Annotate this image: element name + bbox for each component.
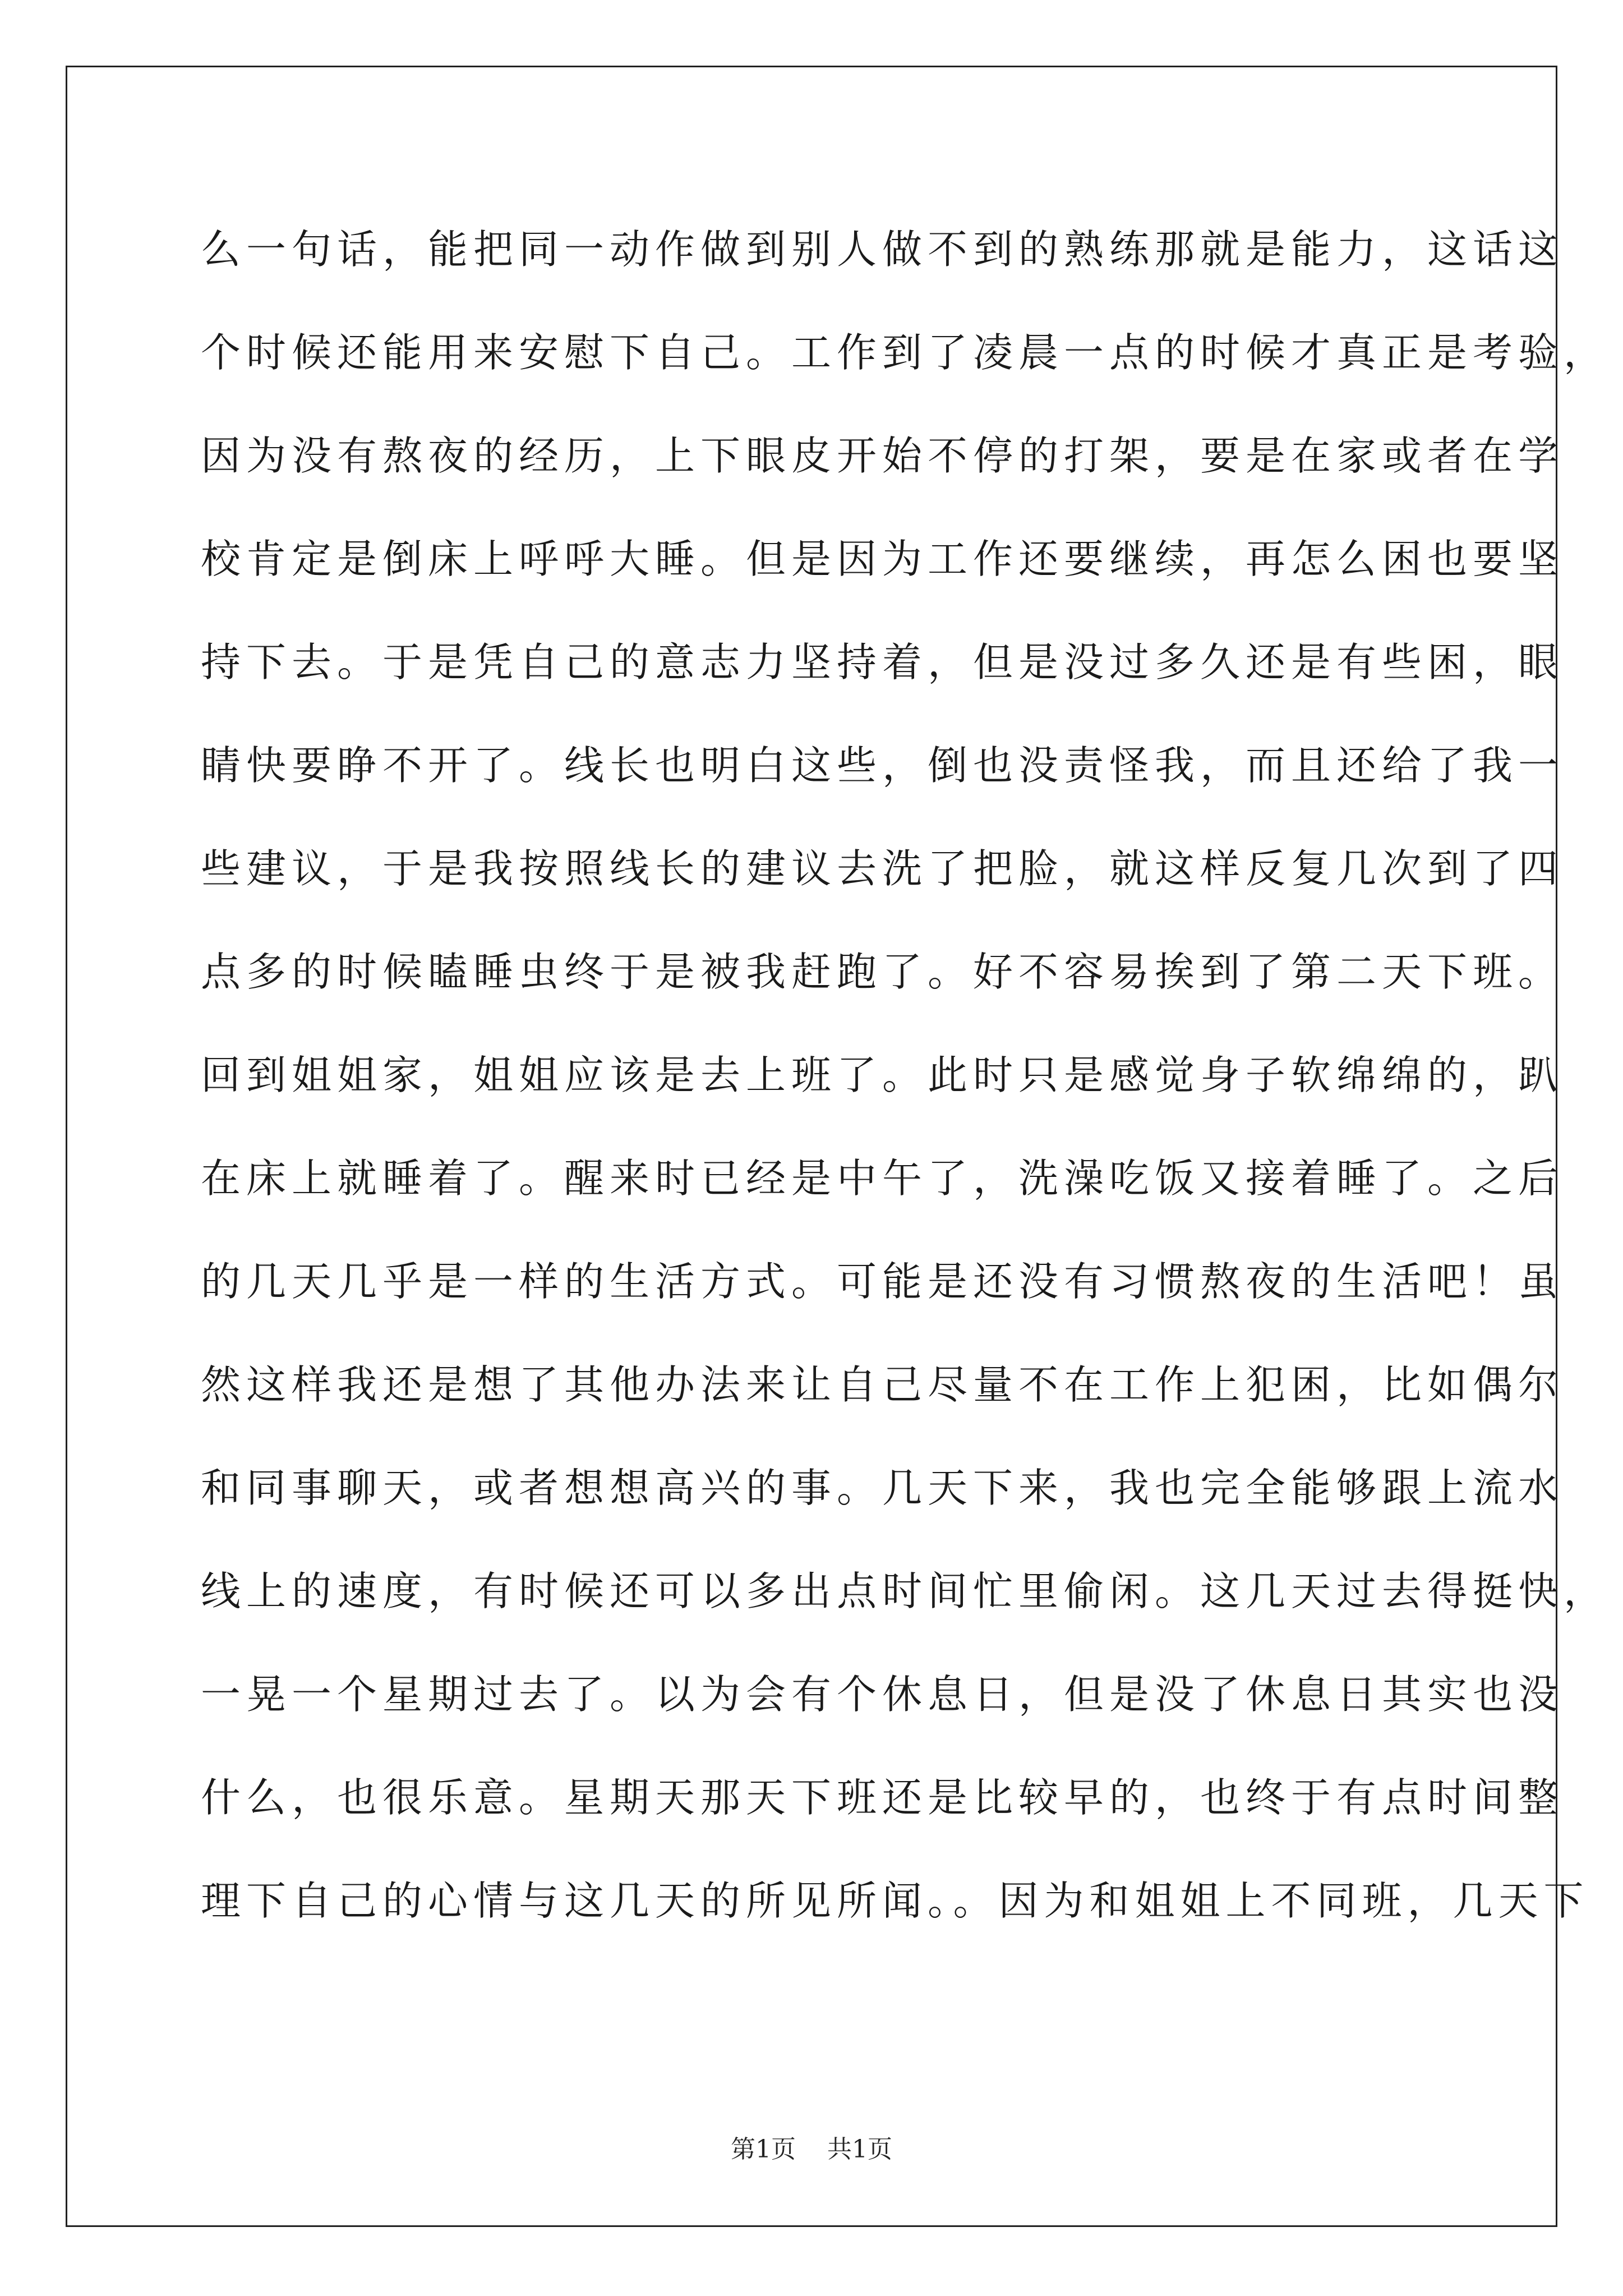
text-line: 和同事聊天，或者想想高兴的事。几天下来，我也完全能够跟上流水 — [201, 1465, 1564, 1511]
page-number: 第1页 — [731, 2135, 796, 2164]
text-line: 什么，也很乐意。星期天那天下班还是比较早的，也终于有点时间整 — [201, 1774, 1564, 1821]
text-line: 么一句话，能把同一动作做到别人做不到的熟练那就是能力，这话这 — [201, 226, 1564, 273]
text-line: 理下自己的心情与这几天的所见所闻。。因为和姐姐上不同班，几天下 — [201, 1878, 1589, 1924]
text-line: 个时候还能用来安慰下自己。工作到了凌晨一点的时候才真正是考验， — [201, 329, 1610, 376]
text-line: 的几天几乎是一样的生活方式。可能是还没有习惯熬夜的生活吧！虽 — [201, 1258, 1564, 1305]
text-line: 因为没有熬夜的经历，上下眼皮开始不停的打架，要是在家或者在学 — [201, 432, 1564, 479]
text-line: 在床上就睡着了。醒来时已经是中午了，洗澡吃饭又接着睡了。之后 — [201, 1155, 1564, 1202]
text-line: 点多的时候瞌睡虫终于是被我赶跑了。好不容易挨到了第二天下班。 — [201, 949, 1564, 995]
text-line: 然这样我还是想了其他办法来让自己尽量不在工作上犯困，比如偶尔 — [201, 1361, 1564, 1408]
text-line: 校肯定是倒床上呼呼大睡。但是因为工作还要继续，再怎么困也要坚 — [201, 536, 1564, 582]
page-total: 共1页 — [827, 2135, 892, 2164]
text-line: 一晃一个星期过去了。以为会有个休息日，但是没了休息日其实也没 — [201, 1671, 1564, 1718]
text-line: 持下去。于是凭自己的意志力坚持着，但是没过多久还是有些困，眼 — [201, 639, 1564, 685]
body-text — [201, 213, 1610, 1968]
text-line: 线上的速度，有时候还可以多出点时间忙里偷闲。这几天过去得挺快， — [201, 1568, 1610, 1614]
text-line: 回到姐姐家，姐姐应该是去上班了。此时只是感觉身子软绵绵的，趴 — [201, 1052, 1564, 1098]
page-footer — [0, 2129, 1623, 2165]
text-line: 些建议，于是我按照线长的建议去洗了把脸，就这样反复几次到了四 — [201, 845, 1564, 892]
text-line: 睛快要睁不开了。线长也明白这些，倒也没责怪我，而且还给了我一 — [201, 742, 1564, 789]
